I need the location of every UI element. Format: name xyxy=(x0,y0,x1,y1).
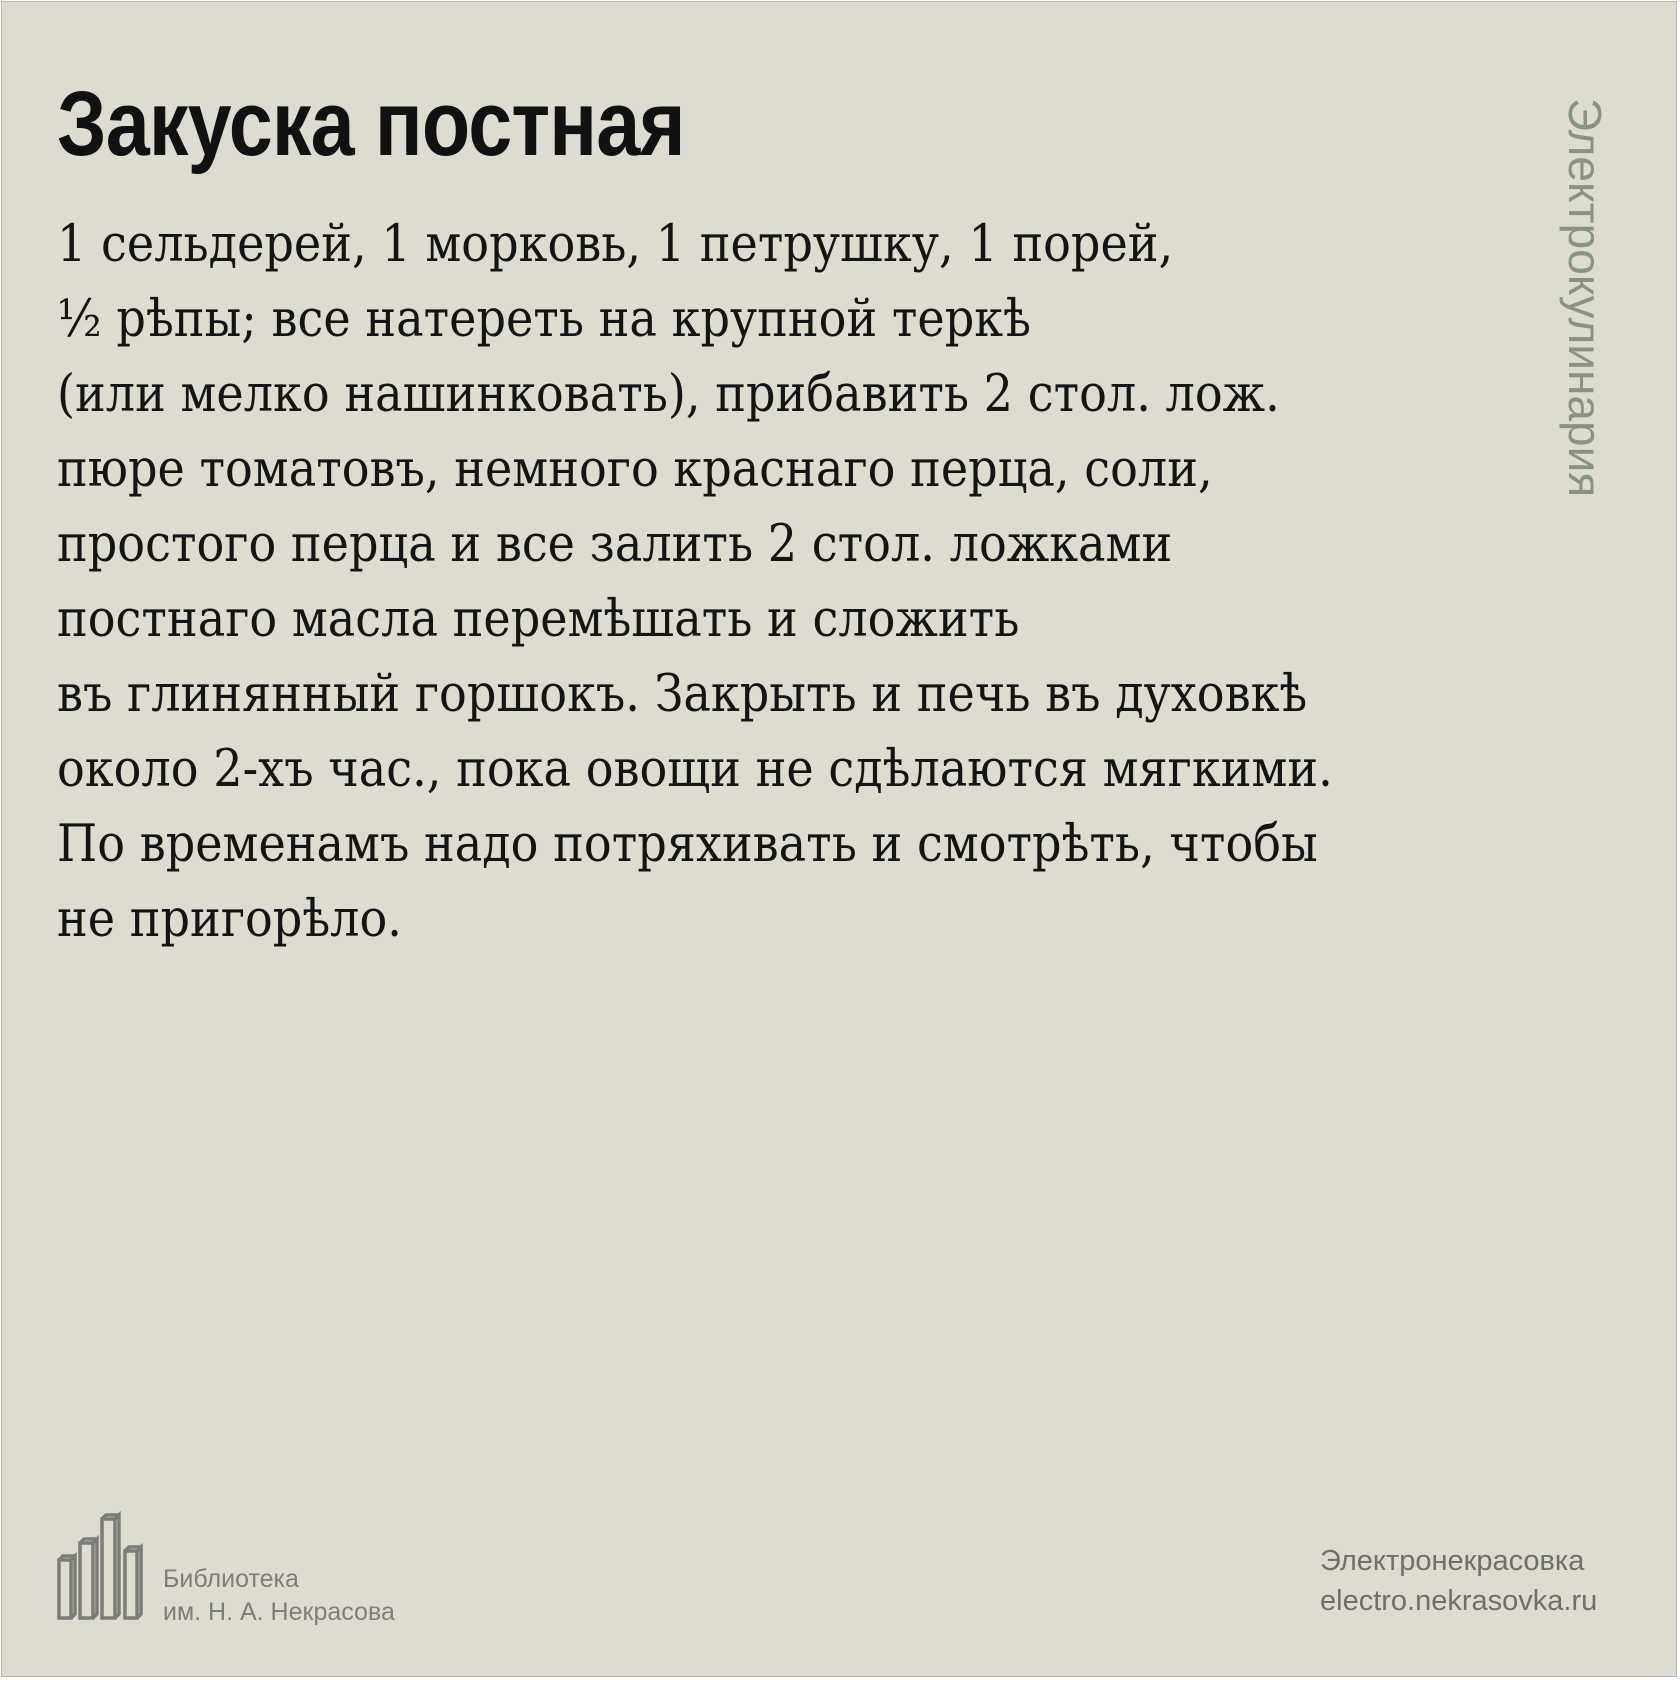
library-name-line2: им. Н. А. Некрасова xyxy=(163,1598,395,1626)
recipe-text xyxy=(57,207,1497,957)
footer-site-info xyxy=(1320,1541,1597,1621)
library-name xyxy=(163,1563,395,1629)
page-title: Закуска постная xyxy=(57,73,685,175)
recipe-line: около 2-хъ час., пока овощи не сдѣлаются мягкими. xyxy=(57,740,1333,799)
recipe-line: постнаго масла перемѣшать и сложить xyxy=(57,590,1020,649)
footer-url-link[interactable]: electro.nekrasovka.ru xyxy=(1320,1585,1598,1617)
recipe-line: пюре томатовъ, немного краснаго перца, соли, xyxy=(57,440,1213,499)
recipe-line: По временамъ надо потряхивать и смотрѣть, чтобы xyxy=(57,815,1318,874)
recipe-card xyxy=(1,1,1677,1677)
footer-site-name: Электронекрасовка xyxy=(1320,1545,1585,1577)
recipe-line: (или мелко нашинковать), прибавить 2 стол. лож. xyxy=(57,365,1280,424)
recipe-line: ½ рѣпы; все натереть на крупной теркѣ xyxy=(57,290,1031,349)
recipe-line: не пригорѣло. xyxy=(57,890,402,949)
recipe-line: 1 сельдерей, 1 морковь, 1 петрушку, 1 порей, xyxy=(57,215,1174,274)
library-books-logo-icon xyxy=(56,1510,152,1622)
side-label: Электрокулинария xyxy=(1559,98,1611,498)
library-name-line1: Библиотека xyxy=(163,1565,299,1593)
recipe-line: простого перца и все залить 2 стол. ложками xyxy=(57,515,1173,574)
recipe-line: въ глинянный горшокъ. Закрыть и печь въ духовкѣ xyxy=(57,665,1308,724)
